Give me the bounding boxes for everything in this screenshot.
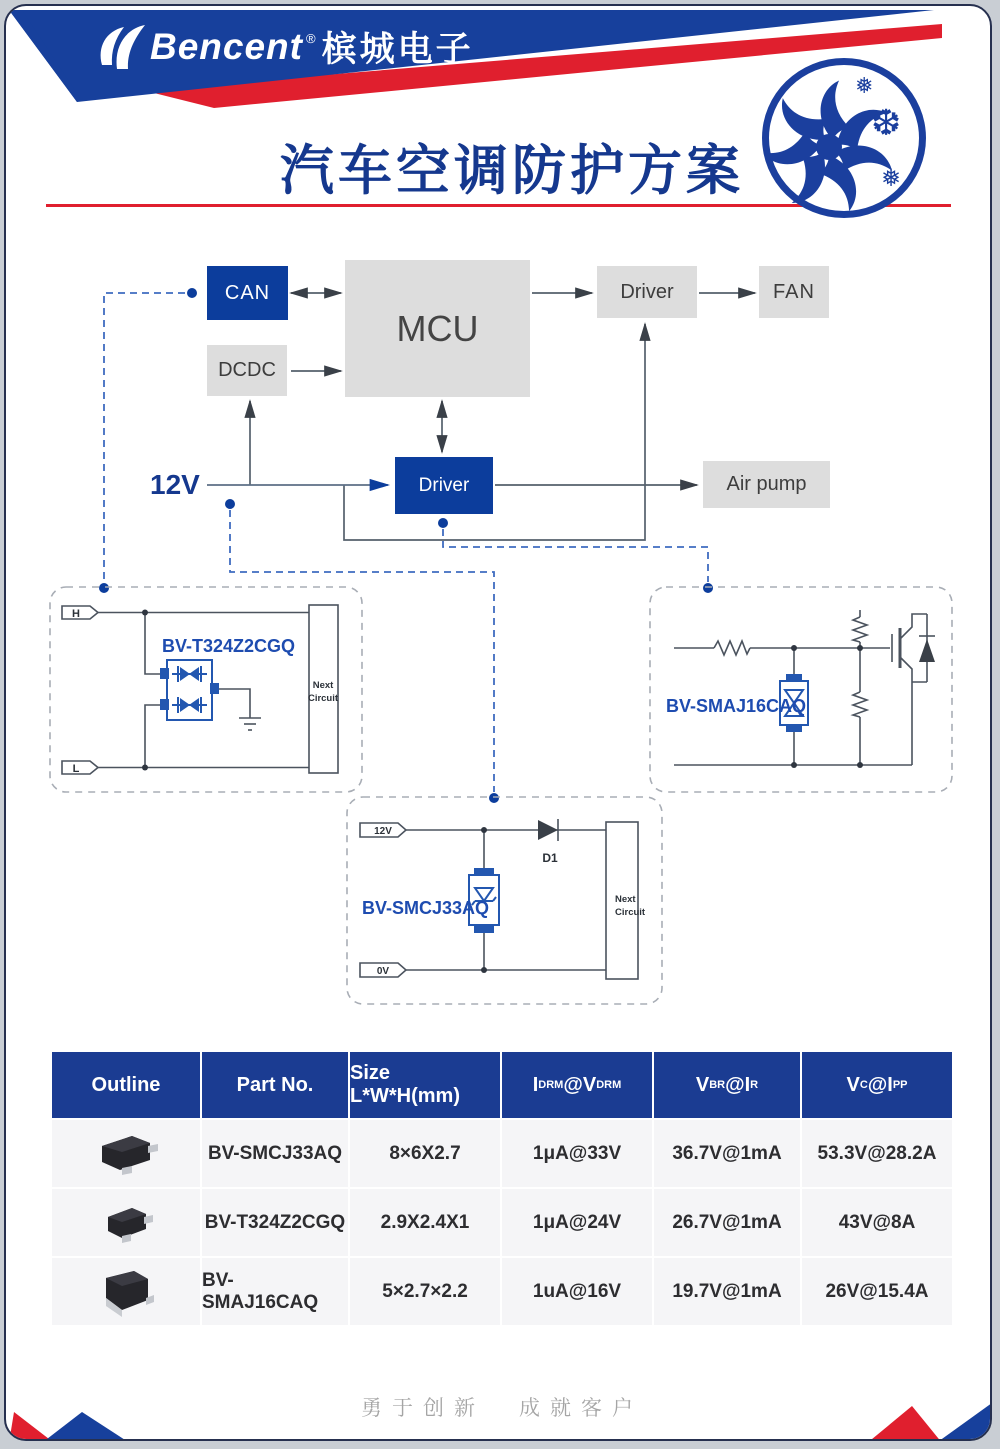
brand-name: Bencent xyxy=(150,26,303,67)
brand-name-cn: 槟城电子 xyxy=(321,30,474,69)
snowflake-icon: ❆ xyxy=(871,102,902,143)
table-row: BV-SMAJ16CAQ 5×2.7×2.2 1uA@16V 19.7V@1mA 26V@15.4A xyxy=(52,1258,952,1325)
poster-card xyxy=(4,4,992,1441)
table-row: BV-SMCJ33AQ 8×6X2.7 1μA@33V 36.7V@1mA 53.3V@28.2A xyxy=(52,1120,952,1187)
table-header-row xyxy=(52,1052,952,1118)
block-fan: FAN xyxy=(759,266,829,318)
brand-logo xyxy=(94,22,474,72)
col-part: Part No. xyxy=(202,1052,348,1118)
col-vc: V C @I PP xyxy=(802,1052,952,1118)
tag-l: L xyxy=(72,763,80,775)
diode-label: D1 xyxy=(542,851,558,865)
part-label-middle: BV-SMCJ33AQ xyxy=(362,898,490,918)
bencent-swoosh-icon xyxy=(94,23,150,71)
block-driver-top: Driver xyxy=(597,266,697,318)
tag-h: H xyxy=(72,608,80,620)
snowflake-icon: ❅ xyxy=(855,73,874,98)
svg-text:Circuit: Circuit xyxy=(307,693,339,704)
block-driver-main: Driver xyxy=(395,457,493,514)
circuit-left xyxy=(62,605,338,774)
package-outline-smc-icon xyxy=(52,1120,200,1187)
package-outline-sot-icon xyxy=(52,1189,200,1256)
block-mcu: MCU xyxy=(345,260,530,397)
tag-0v: 0V xyxy=(376,966,390,977)
col-size: Size L*W*H(mm) xyxy=(350,1052,500,1118)
fan-badge xyxy=(762,58,926,218)
svg-text:Circuit: Circuit xyxy=(615,907,646,918)
table-row: BV-T324Z2CGQ 2.9X2.4X1 1μA@24V 26.7V@1mA 43V@8A xyxy=(52,1189,952,1256)
col-outline: Outline xyxy=(52,1052,200,1118)
part-label-left: BV-T324Z2CGQ xyxy=(162,636,296,656)
spec-table xyxy=(52,1052,952,1327)
package-outline-sma-icon xyxy=(52,1258,200,1325)
col-vbr: V BR @I R xyxy=(654,1052,800,1118)
label-12v: 12V xyxy=(150,469,200,500)
block-dcdc: DCDC xyxy=(207,345,287,396)
snowflake-icon: ❅ xyxy=(881,165,902,192)
circuit-right xyxy=(674,610,935,768)
page-title: 汽车空调防护方案 xyxy=(280,141,744,201)
footer-slogan: 勇于创新 成就客户 xyxy=(361,1397,643,1420)
svg-text:Next: Next xyxy=(615,894,636,905)
next-circuit-label: Next xyxy=(312,680,334,691)
block-air-pump: Air pump xyxy=(703,461,830,508)
registered-mark: ® xyxy=(305,30,316,46)
part-label-right: BV-SMAJ16CAQ xyxy=(666,696,807,716)
col-idrm: I DRM @V DRM xyxy=(502,1052,652,1118)
tag-12v: 12V xyxy=(374,826,392,837)
block-can: CAN xyxy=(207,266,288,320)
